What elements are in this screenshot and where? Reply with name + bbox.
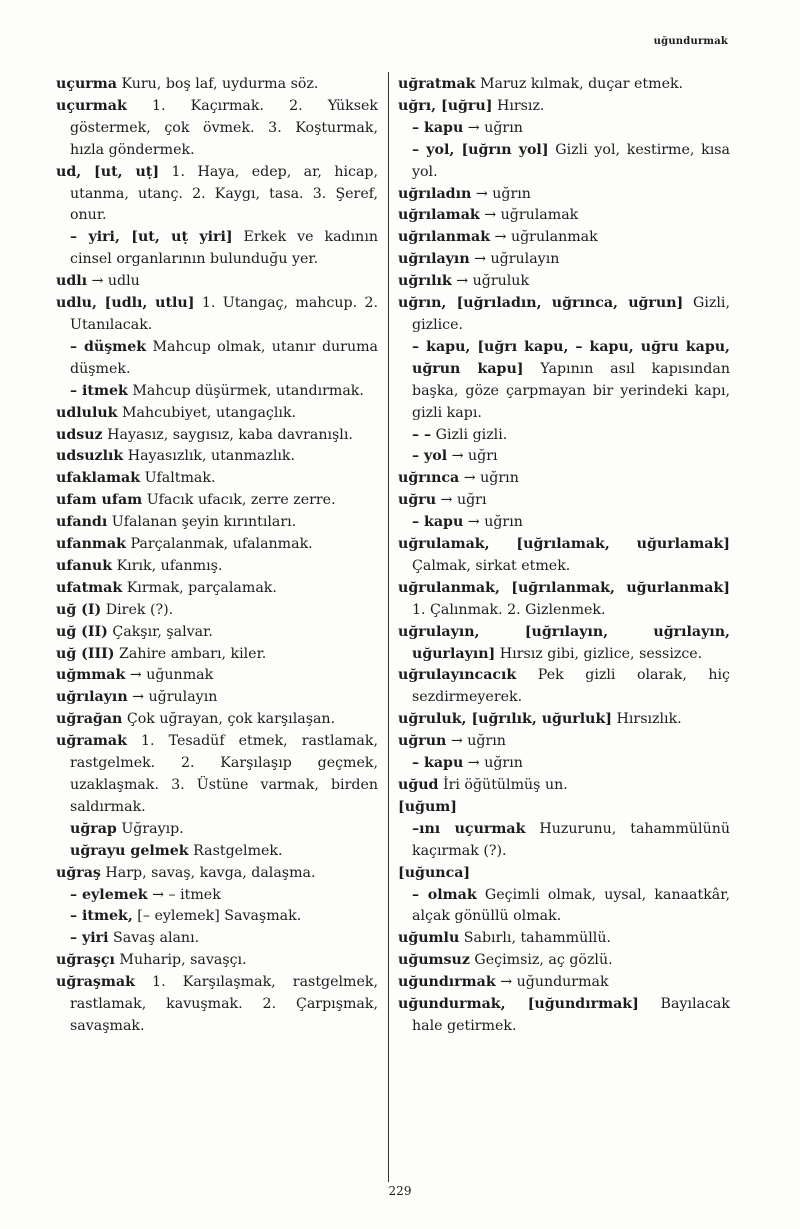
dictionary-entry [398, 446, 730, 468]
entry-headword: uğ (I) [56, 601, 102, 618]
entry-definition: Erkek ve kadının cinsel organlarının bulunduğu yer. [70, 229, 378, 268]
entry-headword: – yiri, [ut, uṭ yiri] [70, 229, 233, 246]
entry-definition: Çok uğrayan, çok karşılaşan. [122, 711, 336, 728]
entry-headword: – itmek, [70, 908, 133, 925]
entry-headword: udsuzlık [56, 448, 124, 465]
entry-headword: uğrınca [398, 470, 460, 487]
dictionary-entry [398, 337, 730, 425]
dictionary-entry [56, 863, 378, 885]
entry-headword: uğrın, [uğrıladın, uğrınca, uğrun] [398, 295, 684, 312]
dictionary-entry [398, 753, 730, 775]
entry-definition: → uğrın [471, 185, 531, 202]
entry-definition: Ufacık ufacık, zerre zerre. [142, 492, 336, 509]
entry-definition: → uğrın [463, 119, 523, 136]
entry-definition: Sabırlı, tahammüllü. [459, 930, 611, 947]
entry-headword: uğrulayın, [uğrılayın, uğrılayın, uğurlayın] [398, 623, 730, 662]
entry-headword: uğ (II) [56, 623, 108, 640]
dictionary-entry [56, 425, 378, 447]
dictionary-entry [398, 972, 730, 994]
dictionary-entry [56, 490, 378, 512]
entry-definition: → uğrın [463, 514, 523, 531]
dictionary-entry [398, 512, 730, 534]
column-divider [388, 72, 389, 1182]
entry-headword: uğru [398, 492, 437, 509]
entry-headword: uğud [398, 777, 439, 793]
entry-definition: Uğrayıp. [116, 820, 184, 837]
entry-headword: uğrılayın [398, 251, 470, 268]
entry-definition: [– eylemek] Savaşmak. [132, 908, 302, 925]
entry-definition: Çakşır, şalvar. [107, 623, 213, 640]
entry-definition: Kırmak, parçalamak. [122, 579, 277, 596]
entry-definition: Kırık, ufanmış. [112, 557, 223, 574]
dictionary-entry [398, 118, 730, 140]
dictionary-entry [56, 819, 378, 841]
dictionary-entry [398, 534, 730, 578]
entry-headword: uğrulayıncacık [398, 667, 517, 684]
entry-headword: – yol, [uğrın yol] [412, 141, 549, 158]
entry-definition: Gizli, gizlice. [412, 295, 730, 333]
entry-definition: Savaş alanı. [108, 930, 200, 947]
dictionary-entry [398, 797, 730, 819]
entry-definition: 1. Çalınmak. 2. Gizlenmek. [412, 601, 606, 618]
dictionary-entry [398, 731, 730, 753]
dictionary-entry [398, 425, 730, 447]
entry-definition: Hayasızlık, utanmazlık. [123, 448, 296, 465]
entry-definition: → uğrın [459, 470, 519, 487]
entry-headword: – yiri [70, 930, 109, 947]
entry-headword: – eylemek [70, 886, 148, 903]
entry-definition: → – itmek [147, 886, 221, 903]
dictionary-entry [398, 227, 730, 249]
entry-headword: udsuz [56, 426, 103, 443]
entry-headword: uğrılamak [398, 207, 480, 224]
dictionary-entry [56, 600, 378, 622]
entry-definition: Çalmak, sirkat etmek. [412, 557, 571, 574]
dictionary-entry [56, 885, 378, 907]
entry-headword: udlu, [udlı, utlu] [56, 295, 195, 312]
entry-definition: 1. Haya, edep, ar, hicap, utanma, utanç. 2. Kaygı, tasa. 3. Şeref, onur. [70, 163, 378, 224]
entry-definition: Maruz kılmak, duçar etmek. [475, 76, 684, 92]
dictionary-entry [398, 928, 730, 950]
dictionary-entry [56, 972, 378, 1038]
entry-definition: Pek gizli olarak, hiç sezdirmeyerek. [412, 667, 730, 706]
entry-headword: udlı [56, 273, 88, 290]
dictionary-entry [398, 293, 730, 337]
entry-definition: → uğrulayın [469, 251, 560, 268]
entry-definition: → udlu [87, 273, 140, 290]
entry-headword: uğrıladın [398, 185, 472, 202]
entry-headword: uğruluk, [uğrılık, uğurluk] [398, 711, 613, 728]
dictionary-entry [56, 512, 378, 534]
dictionary-entry [398, 994, 730, 1038]
dictionary-entry [56, 446, 378, 468]
entry-headword: uğundırmak [398, 974, 496, 991]
entry-headword: – kapu, [uğrı kapu, – kapu, uğru kapu, uğrun kapu] [412, 338, 730, 377]
entry-headword: uğrayu gelmek [70, 842, 189, 859]
entry-headword: ufanuk [56, 557, 113, 574]
dictionary-entry [398, 205, 730, 227]
entry-headword: – kapu [412, 119, 464, 136]
entry-headword: uğramak [56, 733, 127, 750]
dictionary-entry [398, 709, 730, 731]
dictionary-entry [398, 271, 730, 293]
dictionary-entry [398, 74, 730, 96]
dictionary-entry [56, 74, 378, 96]
entry-headword: uğrı, [uğru] [398, 97, 493, 114]
entry-definition: Hırsız. [492, 97, 545, 114]
entry-definition: → uğundurmak [495, 974, 609, 991]
dictionary-entry [56, 644, 378, 666]
dictionary-entry [56, 162, 378, 228]
entry-headword: –ını uçurmak [412, 820, 526, 837]
entry-headword: uğraş [56, 864, 101, 881]
entry-definition: → uğrulayın [127, 689, 218, 706]
entry-definition: Mahcup düşürmek, utandırmak. [127, 382, 364, 399]
entry-definition: → uğrulanmak [490, 229, 598, 246]
entry-headword: ufanmak [56, 536, 126, 553]
entry-headword: uçurma [56, 76, 117, 92]
dictionary-entry [398, 622, 730, 666]
dictionary-entry [56, 271, 378, 293]
entry-definition: Hırsızlık. [612, 711, 682, 728]
entry-headword: – itmek [70, 382, 128, 399]
entry-headword: uğumsuz [398, 952, 470, 969]
dictionary-entry [56, 468, 378, 490]
entry-definition: Geçimli olmak, uysal, kanaatkâr, alçak gönüllü olmak. [412, 886, 730, 925]
entry-headword: – kapu [412, 755, 464, 772]
entry-headword: – kapu [412, 514, 464, 531]
dictionary-entry [398, 665, 730, 709]
entry-definition: → uğrı [447, 448, 498, 465]
dictionary-entry [56, 403, 378, 425]
entry-headword: uğrulamak, [uğrılamak, uğurlamak] [398, 536, 730, 553]
dictionary-entry [398, 950, 730, 972]
entry-definition: Zahire ambarı, kiler. [114, 645, 267, 662]
entry-definition: Harp, savaş, kavga, dalaşma. [100, 864, 316, 881]
dictionary-entry [398, 140, 730, 184]
entry-definition: → uğrulamak [479, 207, 579, 224]
page-number: 229 [388, 1184, 412, 1198]
entry-definition: Mahcup olmak, utanır duruma düşmek. [70, 338, 379, 377]
entry-definition: Rastgelmek. [188, 842, 283, 859]
dictionary-entry [398, 775, 730, 797]
dictionary-entry [56, 687, 378, 709]
dictionary-entry [398, 468, 730, 490]
entry-headword: ud, [ut, uṭ] [56, 163, 160, 180]
dictionary-entry [56, 381, 378, 403]
entry-headword: uğumlu [398, 930, 460, 947]
entry-headword: – olmak [412, 886, 477, 903]
dictionary-entry [56, 578, 378, 600]
dictionary-entry [56, 841, 378, 863]
entry-headword: ufaklamak [56, 470, 141, 487]
right-column [398, 74, 730, 1038]
dictionary-entry [56, 906, 378, 928]
entry-headword: uğ (III) [56, 645, 115, 662]
dictionary-entry [56, 928, 378, 950]
entry-definition: → uğunmak [125, 667, 214, 684]
entry-headword: [uğum] [398, 798, 457, 815]
entry-headword: uçurmak [56, 97, 127, 114]
entry-definition: Muharip, savaşçı. [114, 952, 247, 969]
entry-definition: → uğrı [436, 492, 487, 509]
entry-definition: Yapının asıl kapısından başka, göze çarpmayan bir yerindeki kapı, gizli kapı. [412, 360, 730, 421]
entry-definition: Hırsız gibi, gizlice, sessizce. [495, 645, 703, 662]
entry-definition: Gizli yol, kestirme, kısa yol. [412, 141, 731, 180]
dictionary-entry [398, 184, 730, 206]
entry-definition: Kuru, boş laf, uydurma söz. [116, 76, 319, 92]
entry-definition: Huzurunu, tahammülünü kaçırmak (?). [412, 820, 730, 859]
entry-headword: [uğunca] [398, 864, 471, 881]
entry-headword: – düşmek [70, 338, 147, 355]
dictionary-entry [56, 950, 378, 972]
entry-definition: Direk (?). [101, 601, 174, 618]
entry-headword: uğrılık [398, 273, 452, 290]
entry-headword: uğrağan [56, 711, 123, 728]
entry-definition: Hayasız, saygısız, kaba davranışlı. [102, 426, 353, 443]
entry-headword: – yol [412, 448, 448, 465]
entry-definition: Ufaltmak. [140, 470, 216, 487]
entry-definition: Mahcubiyet, utangaçlık. [117, 404, 297, 421]
entry-headword: uğraşmak [56, 974, 135, 991]
entry-definition: 1. Tesadüf etmek, rastlamak, rastgelmek. 2. Karşılaşıp geçmek, uzaklaşmak. 3. Üstüne varmak, birden saldırmak. [70, 733, 378, 815]
left-column [56, 74, 378, 1038]
entry-headword: uğrulanmak, [uğrılanmak, uğurlanmak] [398, 579, 730, 596]
entry-definition: 1. Kaçırmak. 2. Yüksek göstermek, çok övmek. 3. Koşturmak, hızla göndermek. [70, 97, 378, 158]
dictionary-entry [56, 622, 378, 644]
entry-definition: → uğruluk [451, 273, 530, 290]
entry-headword: uğraşçı [56, 952, 115, 969]
dictionary-entry [398, 863, 730, 885]
entry-headword: uğratmak [398, 76, 476, 92]
entry-definition: Bayılacak hale getirmek. [412, 996, 730, 1034]
entry-headword: ufam ufam [56, 492, 143, 509]
entry-definition: → uğrın [446, 733, 506, 750]
entry-headword: – – [412, 426, 432, 443]
dictionary-entry [56, 665, 378, 687]
entry-headword: uğundurmak, [uğundırmak] [398, 996, 639, 1013]
entry-definition: Parçalanmak, ufalanmak. [125, 536, 313, 553]
dictionary-entry [398, 885, 730, 929]
entry-headword: udluluk [56, 404, 118, 421]
dictionary-entry [398, 490, 730, 512]
entry-definition: Geçimsiz, aç gözlü. [469, 952, 613, 969]
entry-headword: uğrılayın [56, 689, 128, 706]
dictionary-entry [56, 293, 378, 337]
entry-headword: ufatmak [56, 579, 123, 596]
dictionary-entry [398, 96, 730, 118]
dictionary-entry [56, 534, 378, 556]
entry-headword: ufandı [56, 514, 108, 531]
dictionary-entry [56, 731, 378, 819]
dictionary-entry [56, 337, 378, 381]
entry-definition: Ufalanan şeyin kırıntıları. [107, 514, 297, 531]
entry-headword: uğmmak [56, 667, 126, 684]
entry-definition: 1. Karşılaşmak, rastgelmek, rastlamak, kavuşmak. 2. Çarpışmak, savaşmak. [70, 974, 378, 1034]
entry-definition: 1. Utangaç, mahcup. 2. Utanılacak. [70, 295, 378, 333]
running-head: uğundurmak [653, 36, 728, 47]
dictionary-entry [398, 819, 730, 863]
entry-headword: uğrun [398, 733, 447, 750]
entry-definition: İri öğütülmüş un. [438, 777, 568, 793]
entry-definition: Gizli gizli. [431, 426, 508, 443]
entry-headword: uğrap [70, 820, 117, 837]
dictionary-entry [56, 709, 378, 731]
dictionary-entry [56, 227, 378, 271]
dictionary-entry [56, 556, 378, 578]
entry-headword: uğrılanmak [398, 229, 491, 246]
dictionary-entry [398, 249, 730, 271]
entry-definition: → uğrın [463, 755, 523, 772]
dictionary-entry [398, 578, 730, 622]
dictionary-entry [56, 96, 378, 162]
